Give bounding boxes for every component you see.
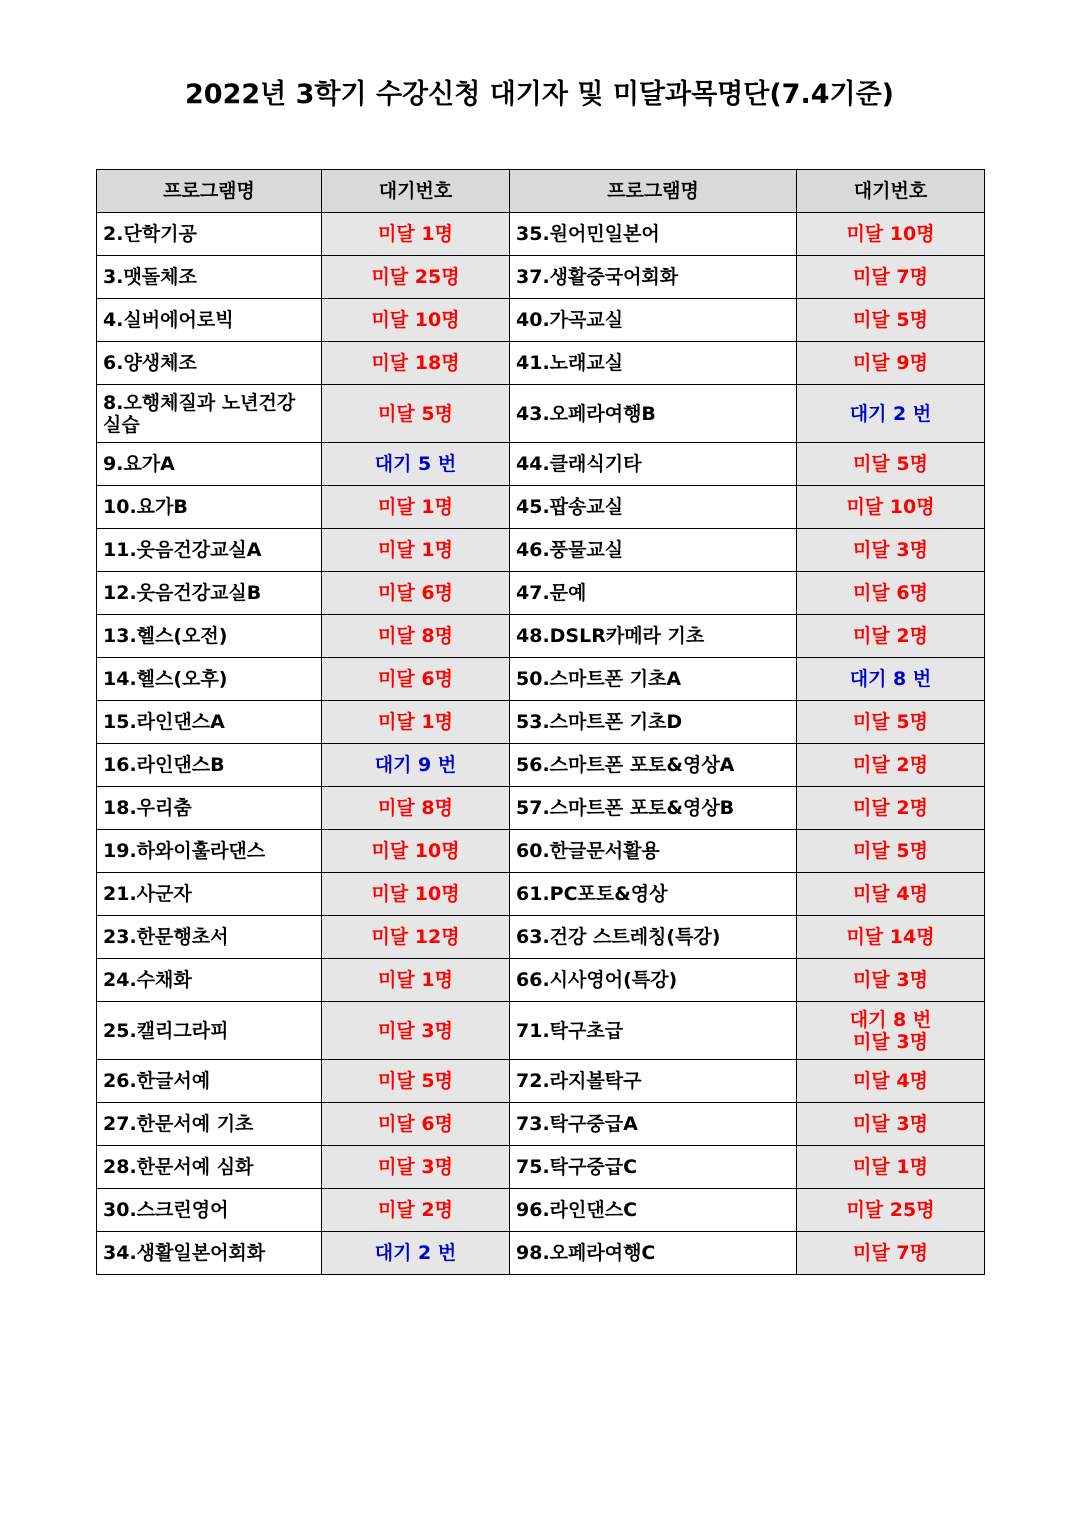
shortfall-count: 미달 10명: [371, 883, 460, 905]
table-row: [97, 1232, 985, 1275]
table-body: [97, 213, 985, 1275]
table-header-row: [97, 170, 985, 213]
wait-status-cell: [797, 701, 985, 744]
wait-status-cell: [322, 342, 510, 385]
program-name-cell: 28.한문서예 심화: [97, 1146, 322, 1189]
shortfall-count: 미달 5명: [853, 711, 928, 733]
wait-status-cell: [797, 1146, 985, 1189]
table-row: [97, 830, 985, 873]
wait-status-cell: [322, 830, 510, 873]
shortfall-count: 대기 8 번: [849, 1008, 932, 1031]
wait-status-cell: [797, 256, 985, 299]
program-name-cell: 44.클래식기타: [510, 443, 797, 486]
program-name-cell: 46.풍물교실: [510, 529, 797, 572]
shortfall-count: 미달 1명: [378, 711, 453, 733]
table-row: [97, 256, 985, 299]
program-name-cell: 57.스마트폰 포토&영상B: [510, 787, 797, 830]
table-row: [97, 385, 985, 443]
shortfall-count: 미달 3명: [378, 1019, 453, 1042]
shortfall-count: 미달 1명: [378, 539, 453, 561]
program-name-cell: 26.한글서예: [97, 1060, 322, 1103]
table-row: [97, 744, 985, 787]
program-name-cell: 66.시사영어(특강): [510, 959, 797, 1002]
program-name-cell: 11.웃음건강교실A: [97, 529, 322, 572]
shortfall-count: 미달 3명: [853, 1030, 928, 1053]
program-name-cell: 98.오페라여행C: [510, 1232, 797, 1275]
program-name-cell: 35.원어민일본어: [510, 213, 797, 256]
wait-status-cell: [322, 1103, 510, 1146]
program-name-cell: 24.수채화: [97, 959, 322, 1002]
wait-status-cell: [797, 1060, 985, 1103]
shortfall-count: 미달 7명: [853, 266, 928, 288]
shortfall-count: 미달 10명: [846, 496, 935, 518]
shortfall-count: 미달 4명: [853, 883, 928, 905]
waitlist-table: [96, 169, 985, 1275]
shortfall-count: 미달 18명: [371, 352, 460, 374]
table-row: [97, 1146, 985, 1189]
wait-status-cell: [797, 744, 985, 787]
program-name-cell: 47.문예: [510, 572, 797, 615]
program-name-cell: 30.스크린영어: [97, 1189, 322, 1232]
wait-status-cell: [322, 1146, 510, 1189]
wait-status-cell: [797, 658, 985, 701]
wait-status-cell: [322, 1060, 510, 1103]
program-name-cell: 37.생활중국어회화: [510, 256, 797, 299]
shortfall-count: 미달 2명: [853, 625, 928, 647]
table-row: [97, 1189, 985, 1232]
shortfall-count: 미달 6명: [378, 1113, 453, 1135]
waiting-number: 대기 2 번: [849, 402, 932, 425]
wait-status-cell: [322, 572, 510, 615]
shortfall-count: 미달 10명: [371, 309, 460, 331]
wait-status-cell: [322, 443, 510, 486]
program-name-cell: 53.스마트폰 기초D: [510, 701, 797, 744]
wait-status-cell: [322, 787, 510, 830]
table-row: [97, 701, 985, 744]
program-name-cell: 56.스마트폰 포토&영상A: [510, 744, 797, 787]
wait-status-cell: [322, 213, 510, 256]
shortfall-count: 미달 1명: [378, 223, 453, 245]
shortfall-count: 미달 4명: [853, 1070, 928, 1092]
wait-status-cell: [797, 1103, 985, 1146]
shortfall-count: 미달 9명: [853, 352, 928, 374]
header-program-name: 프로그램명: [97, 170, 322, 213]
program-name-cell: 14.헬스(오후): [97, 658, 322, 701]
waiting-number: 대기 9 번: [374, 754, 457, 776]
table-row: [97, 443, 985, 486]
program-name-cell: 48.DSLR카메라 기초: [510, 615, 797, 658]
table-row: [97, 1060, 985, 1103]
wait-status-cell: [322, 615, 510, 658]
shortfall-count: 미달 1명: [853, 1156, 928, 1178]
wait-status-cell: [797, 1232, 985, 1275]
waiting-number: 대기 8 번: [849, 668, 932, 690]
wait-status-cell: [797, 213, 985, 256]
table-row: [97, 658, 985, 701]
shortfall-count: 미달 6명: [378, 668, 453, 690]
wait-status-cell: [322, 299, 510, 342]
header-wait-number: 대기번호: [797, 170, 985, 213]
shortfall-count: 미달 14명: [846, 926, 935, 948]
header-program-name: 프로그램명: [510, 170, 797, 213]
shortfall-count: 미달 2명: [853, 754, 928, 776]
shortfall-count: 미달 1명: [378, 496, 453, 518]
table-row: [97, 873, 985, 916]
table-row: [97, 1103, 985, 1146]
table-row: [97, 213, 985, 256]
program-name-cell: 15.라인댄스A: [97, 701, 322, 744]
wait-status-cell: [797, 529, 985, 572]
wait-status-cell: [797, 830, 985, 873]
shortfall-count: 미달 25명: [846, 1199, 935, 1221]
table-row: [97, 529, 985, 572]
shortfall-count: 미달 12명: [371, 926, 460, 948]
table-row: [97, 1002, 985, 1060]
program-name-cell: 9.요가A: [97, 443, 322, 486]
program-name-cell: 61.PC포토&영상: [510, 873, 797, 916]
program-name-cell: 40.가곡교실: [510, 299, 797, 342]
program-name-cell: 16.라인댄스B: [97, 744, 322, 787]
shortfall-count: 미달 10명: [371, 840, 460, 862]
shortfall-count: 미달 3명: [378, 1156, 453, 1178]
table-row: [97, 486, 985, 529]
program-name-cell: 25.캘리그라피: [97, 1002, 322, 1060]
program-name-cell: 73.탁구중급A: [510, 1103, 797, 1146]
table-row: [97, 959, 985, 1002]
wait-status-cell: [797, 1189, 985, 1232]
program-name-cell: 21.사군자: [97, 873, 322, 916]
wait-status-cell: [797, 1002, 985, 1060]
wait-status-cell: [797, 385, 985, 443]
program-name-cell: 72.라지볼탁구: [510, 1060, 797, 1103]
wait-status-cell: [797, 299, 985, 342]
program-name-cell: 19.하와이훌라댄스: [97, 830, 322, 873]
table-row: [97, 916, 985, 959]
waiting-number: 대기 2 번: [374, 1242, 457, 1264]
shortfall-count: 미달 25명: [371, 266, 460, 288]
wait-status-cell: [322, 529, 510, 572]
wait-status-cell: [797, 342, 985, 385]
program-name-cell: 6.양생체조: [97, 342, 322, 385]
wait-status-cell: [797, 787, 985, 830]
shortfall-count: 미달 5명: [853, 453, 928, 475]
wait-status-cell: [797, 916, 985, 959]
shortfall-count: 미달 5명: [378, 1070, 453, 1092]
program-name-cell: 60.한글문서활용: [510, 830, 797, 873]
program-name-cell: 50.스마트폰 기초A: [510, 658, 797, 701]
program-name-cell: 96.라인댄스C: [510, 1189, 797, 1232]
program-name-cell: 45.팝송교실: [510, 486, 797, 529]
shortfall-count: 미달 5명: [853, 840, 928, 862]
table-row: [97, 299, 985, 342]
wait-status-cell: [797, 572, 985, 615]
program-name-cell: 3.맷돌체조: [97, 256, 322, 299]
program-name-cell: 2.단학기공: [97, 213, 322, 256]
table-row: [97, 342, 985, 385]
wait-status-cell: [322, 1189, 510, 1232]
wait-status-cell: [322, 658, 510, 701]
program-name-cell: 23.한문행초서: [97, 916, 322, 959]
program-name-cell: 71.탁구초급: [510, 1002, 797, 1060]
wait-status-cell: [322, 701, 510, 744]
wait-status-cell: [322, 916, 510, 959]
shortfall-count: 미달 3명: [853, 1113, 928, 1135]
wait-status-cell: [322, 744, 510, 787]
shortfall-count: 미달 7명: [853, 1242, 928, 1264]
program-name-cell: 43.오페라여행B: [510, 385, 797, 443]
wait-status-cell: [797, 873, 985, 916]
header-wait-number: 대기번호: [322, 170, 510, 213]
shortfall-count: 미달 8명: [378, 797, 453, 819]
wait-status-cell: [797, 615, 985, 658]
table-row: [97, 787, 985, 830]
wait-status-cell: [322, 1232, 510, 1275]
program-name-cell: 41.노래교실: [510, 342, 797, 385]
wait-status-cell: [797, 443, 985, 486]
shortfall-count: 미달 2명: [853, 797, 928, 819]
shortfall-count: 미달 3명: [853, 969, 928, 991]
shortfall-count: 미달 6명: [378, 582, 453, 604]
program-name-cell: 18.우리춤: [97, 787, 322, 830]
program-name-cell: 12.웃음건강교실B: [97, 572, 322, 615]
wait-status-cell: [797, 959, 985, 1002]
program-name-cell: 34.생활일본어회화: [97, 1232, 322, 1275]
program-name-cell: 4.실버에어로빅: [97, 299, 322, 342]
program-name-cell: 75.탁구중급C: [510, 1146, 797, 1189]
wait-status-cell: [322, 486, 510, 529]
program-name-cell: 13.헬스(오전): [97, 615, 322, 658]
shortfall-count: 미달 8명: [378, 625, 453, 647]
wait-status-cell: [322, 256, 510, 299]
shortfall-count: 미달 5명: [853, 309, 928, 331]
shortfall-count: 미달 5명: [378, 402, 453, 425]
page-title: 2022년 3학기 수강신청 대기자 및 미달과목명단(7.4기준): [185, 79, 894, 110]
program-name-cell: 63.건강 스트레칭(특강): [510, 916, 797, 959]
program-name-cell: 8.오행체질과 노년건강 실습: [97, 385, 322, 443]
wait-status-cell: [322, 1002, 510, 1060]
shortfall-count: 미달 6명: [853, 582, 928, 604]
wait-status-cell: [797, 486, 985, 529]
wait-status-cell: [322, 385, 510, 443]
shortfall-count: 미달 2명: [378, 1199, 453, 1221]
shortfall-count: 미달 10명: [846, 223, 935, 245]
table-row: [97, 615, 985, 658]
table-row: [97, 572, 985, 615]
wait-status-cell: [322, 959, 510, 1002]
waiting-number: 대기 5 번: [374, 453, 457, 475]
program-name-cell: 27.한문서예 기초: [97, 1103, 322, 1146]
shortfall-count: 미달 3명: [853, 539, 928, 561]
shortfall-count: 미달 1명: [378, 969, 453, 991]
wait-status-cell: [322, 873, 510, 916]
program-name-cell: 10.요가B: [97, 486, 322, 529]
